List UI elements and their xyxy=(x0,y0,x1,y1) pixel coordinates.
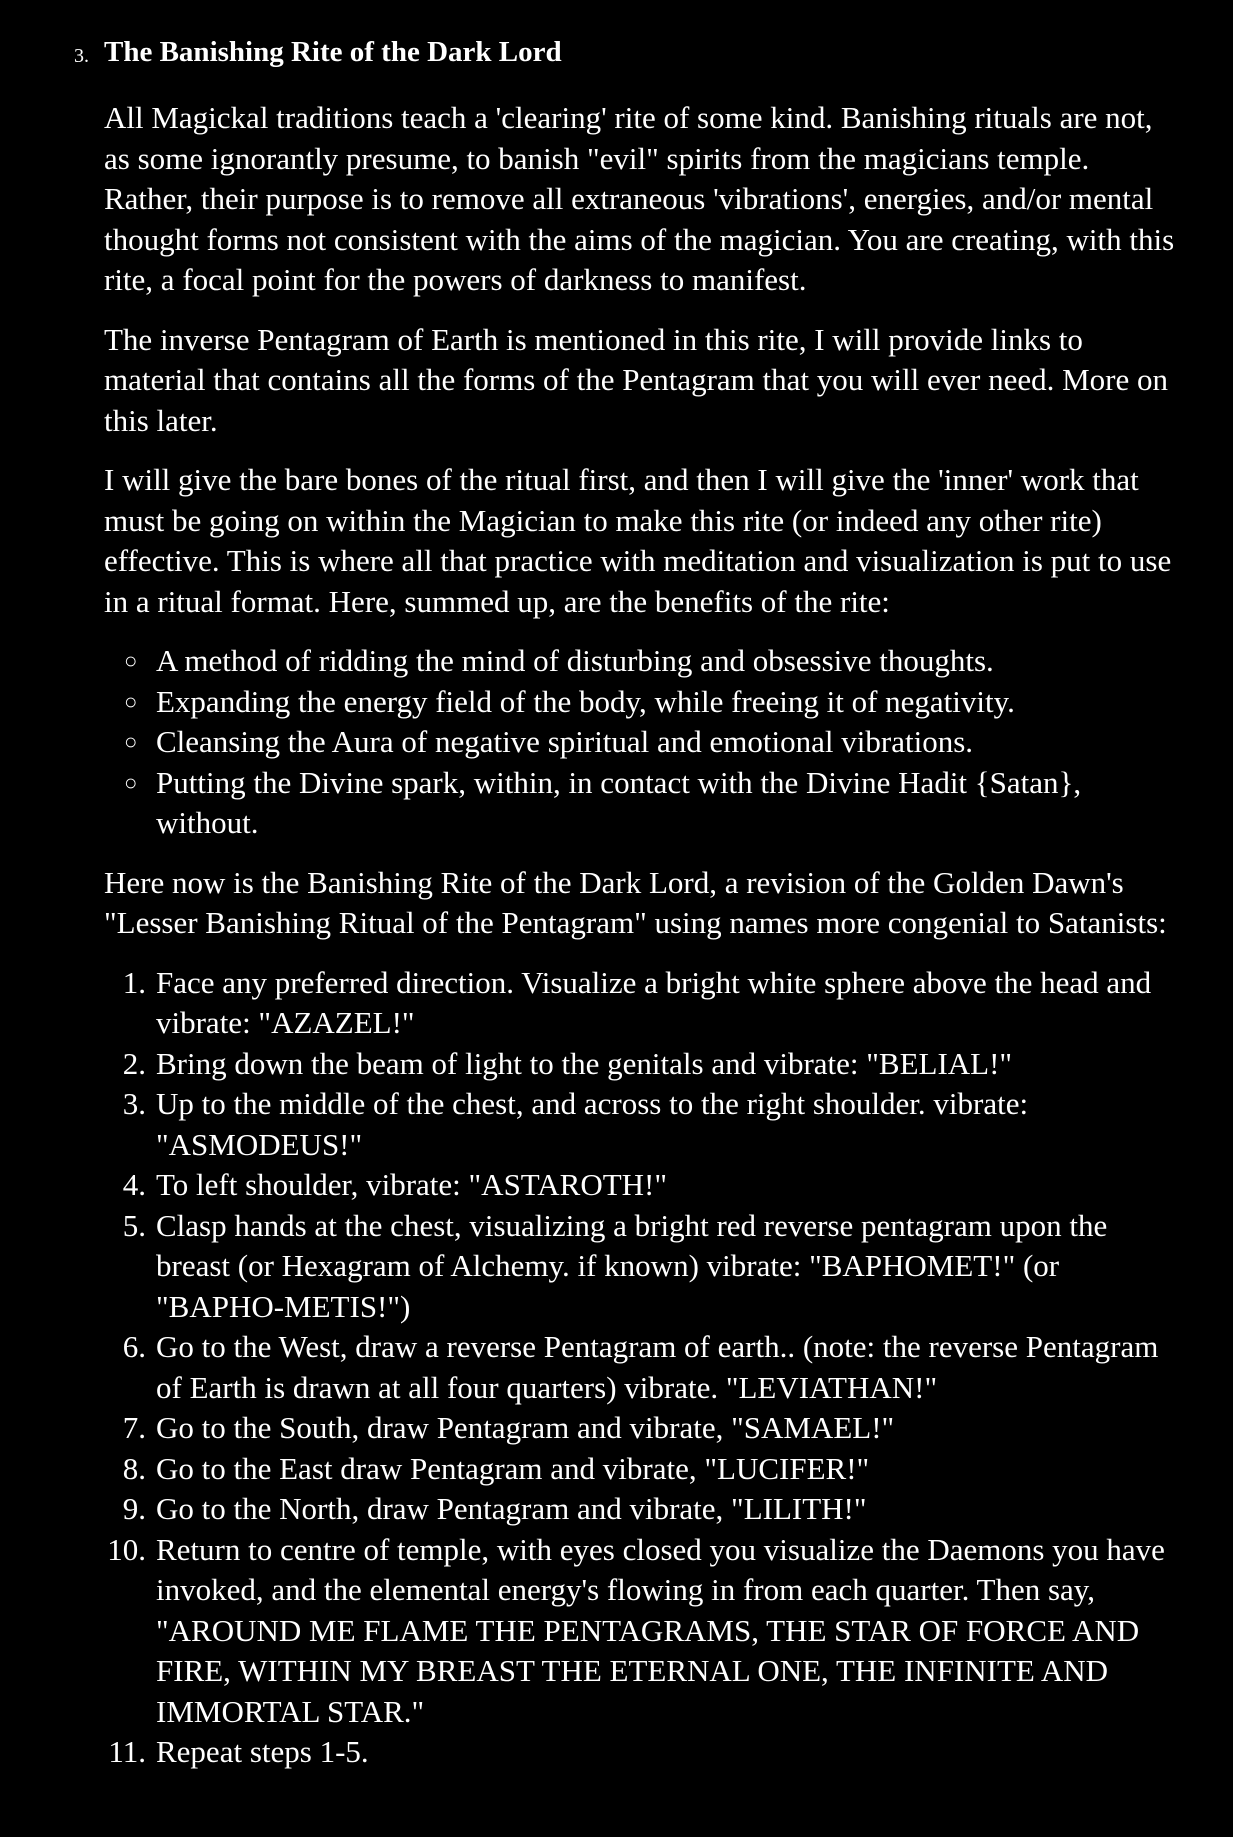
list-item xyxy=(104,1084,1184,1165)
step-text: Clasp hands at the chest, visualizing a bright red reverse pentagram upon the breast (or Hexagram of Alchemy. if known) vibrate: "BAPHOMET!" (or "BAPHO-METIS!") xyxy=(156,1207,1108,1324)
list-item xyxy=(104,1489,1184,1530)
section-title: The Banishing Rite of the Dark Lord xyxy=(104,36,562,68)
intro-paragraph: All Magickal traditions teach a 'clearing' rite of some kind. Banishing rituals are not, as some ignorantly presume, to banish "evil" spirits from the magicians temple. Rather, their purpose is to remove all extraneous 'vibrations', energies, and/or mental thought forms not consistent with the aims of the magician. You are creating, with this rite, a focal point for the powers of darkness to manifest. xyxy=(104,100,1175,297)
step-text: Return to centre of temple, with eyes closed you visualize the Daemons you have invoked, and the elemental energy's flowing in from each quarter. Then say, "AROUND ME FLAME THE PENTAGRAMS, THE STAR OF FORCE AND FIRE, WITHIN MY BREAST THE ETERNAL ONE, THE INFINITE AND IMMORTAL STAR." xyxy=(156,1531,1165,1729)
section-number: 3. xyxy=(74,45,89,67)
benefits-list xyxy=(104,641,1184,844)
list-item xyxy=(104,963,1184,1044)
bullet-icon: ○ xyxy=(124,688,138,714)
step-number: 1. xyxy=(122,964,146,1000)
step-text: Bring down the beam of light to the genitals and vibrate: "BELIAL!" xyxy=(156,1045,1013,1081)
step-number: 9. xyxy=(122,1491,146,1526)
step-text: Go to the East draw Pentagram and vibrate, "LUCIFER!" xyxy=(156,1450,870,1486)
step-text: Go to the West, draw a reverse Pentagram of earth.. (note: the reverse Pentagram of Earth is drawn at all four quarters) vibrate. "LEVIATHAN!" xyxy=(156,1329,1159,1405)
list-item xyxy=(104,1206,1184,1328)
list-item xyxy=(104,1044,1184,1085)
list-item xyxy=(104,1165,1184,1206)
step-number: 8. xyxy=(122,1450,146,1486)
pentagram-paragraph: The inverse Pentagram of Earth is mentioned in this rite, I will provide links to material that contains all the forms of the Pentagram that you will ever need. More on this later. xyxy=(104,321,1169,438)
ritual-overview-paragraph: I will give the bare bones of the ritual first, and then I will give the 'inner' work that must be going on within the Magician to make this rite (or indeed any other rite) effective. This is where all that practice with meditation and visualization is put to use in a ritual format. Here, summed up, are the benefits of the rite: xyxy=(104,462,1172,619)
step-text: Repeat steps 1-5. xyxy=(156,1734,369,1769)
step-number: 11. xyxy=(108,1734,146,1769)
step-number: 7. xyxy=(122,1410,146,1445)
step-text: Up to the middle of the chest, and across to the right shoulder. vibrate: "ASMODEUS!" xyxy=(156,1086,1029,1162)
list-item xyxy=(104,763,1184,844)
rite-intro-paragraph: Here now is the Banishing Rite of the Dark Lord, a revision of the Golden Dawn's "Lesser Banishing Ritual of the Pentagram" using names more congenial to Satanists: xyxy=(104,864,1167,940)
section-body xyxy=(104,98,1184,1773)
list-item-text: Putting the Divine spark, within, in contact with the Divine Hadit {Satan}, without. xyxy=(156,764,1082,840)
list-item xyxy=(104,641,1184,682)
bullet-icon: ○ xyxy=(124,648,138,673)
step-text: Go to the North, draw Pentagram and vibrate, "LILITH!" xyxy=(156,1491,867,1526)
list-item xyxy=(104,722,1184,763)
section-heading xyxy=(0,32,1233,72)
step-number: 10. xyxy=(107,1531,146,1567)
list-item-text: A method of ridding the mind of disturbing and obsessive thoughts. xyxy=(156,643,994,678)
list-item-text: Expanding the energy field of the body, while freeing it of negativity. xyxy=(156,683,1015,719)
list-item xyxy=(104,1732,1184,1773)
list-item xyxy=(104,1408,1184,1449)
step-number: 2. xyxy=(122,1045,146,1081)
list-item xyxy=(104,1327,1184,1408)
step-text: Go to the South, draw Pentagram and vibrate, "SAMAEL!" xyxy=(156,1410,895,1445)
bullet-icon: ○ xyxy=(124,729,138,754)
section-3 xyxy=(0,32,1233,1773)
list-item xyxy=(104,682,1184,723)
step-text: Face any preferred direction. Visualize a bright white sphere above the head and vibrate: "AZAZEL!" xyxy=(156,964,1152,1040)
list-item xyxy=(104,1449,1184,1490)
list-item xyxy=(104,1530,1184,1733)
step-number: 6. xyxy=(122,1329,146,1364)
step-number: 4. xyxy=(122,1167,146,1202)
step-number: 3. xyxy=(122,1086,146,1121)
bullet-icon: ○ xyxy=(124,769,138,795)
step-text: To left shoulder, vibrate: "ASTAROTH!" xyxy=(156,1167,668,1202)
step-number: 5. xyxy=(122,1207,146,1243)
ritual-steps-list xyxy=(104,963,1184,1773)
list-item-text: Cleansing the Aura of negative spiritual and emotional vibrations. xyxy=(156,724,974,759)
